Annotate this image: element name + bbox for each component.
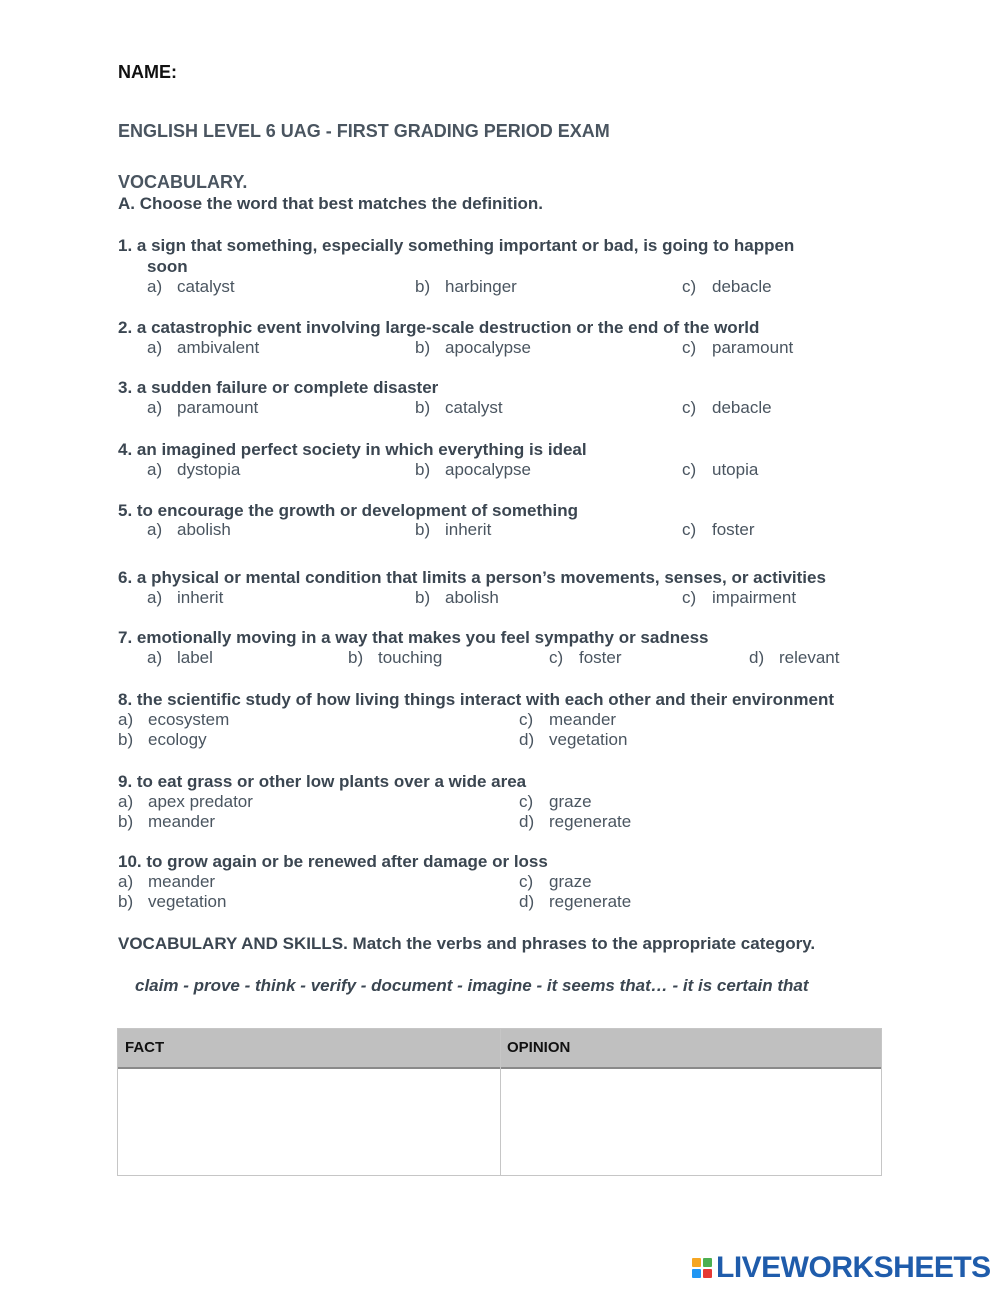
logo-block	[692, 1269, 701, 1278]
question-2-text: 2. a catastrophic event involving large-scale destruction or the end of the world	[118, 318, 760, 337]
question-2-option-a[interactable]: a) ambivalent	[147, 338, 260, 357]
question-4-text: 4. an imagined perfect society in which everything is ideal	[118, 440, 587, 459]
question-1-text: 1. a sign that something, especially something important or bad, is going to happen	[118, 236, 795, 255]
question-9-text: 9. to eat grass or other low plants over a wide area	[118, 772, 527, 791]
question-7-option-c[interactable]: c) foster	[549, 648, 622, 667]
logo-blocks-icon	[692, 1258, 712, 1278]
question-5-option-b[interactable]: b) inherit	[415, 520, 492, 539]
question-3-option-b[interactable]: b) catalyst	[415, 398, 503, 417]
question-8-text: 8. the scientific study of how living things interact with each other and their environment	[118, 690, 834, 709]
word-bank: claim - prove - think - verify - document - imagine - it seems that… - it is certain that	[135, 976, 809, 995]
question-6-option-c[interactable]: c) impairment	[682, 588, 797, 607]
question-10-option-b[interactable]: b) vegetation	[118, 892, 227, 911]
question-5-option-a[interactable]: a) abolish	[147, 520, 231, 539]
name-label: NAME:	[118, 62, 177, 82]
logo-block	[703, 1258, 712, 1267]
question-3-option-c[interactable]: c) debacle	[682, 398, 772, 417]
question-9-option-b[interactable]: b) meander	[118, 812, 216, 831]
question-6-text: 6. a physical or mental condition that limits a person’s movements, senses, or activities	[118, 568, 826, 587]
liveworksheets-logo	[692, 1252, 991, 1284]
question-10-option-a[interactable]: a) meander	[118, 872, 216, 891]
question-7-option-d[interactable]: d) relevant	[749, 648, 840, 667]
exam-title: ENGLISH LEVEL 6 UAG - FIRST GRADING PERIOD EXAM	[118, 121, 610, 141]
table-header-fact: FACT	[125, 1039, 165, 1056]
question-3-option-a[interactable]: a) paramount	[147, 398, 259, 417]
question-2-option-c[interactable]: c) paramount	[682, 338, 794, 357]
question-1-option-b[interactable]: b) harbinger	[415, 277, 517, 296]
fact-answer-cell[interactable]	[118, 1069, 499, 1175]
question-1-text-cont: soon	[147, 257, 188, 276]
question-7-option-a[interactable]: a) label	[147, 648, 213, 667]
opinion-answer-cell[interactable]	[501, 1069, 881, 1175]
question-9-option-a[interactable]: a) apex predator	[118, 792, 253, 811]
question-10-option-d[interactable]: d) regenerate	[519, 892, 632, 911]
question-1-option-a[interactable]: a) catalyst	[147, 277, 235, 296]
question-5-text: 5. to encourage the growth or development of something	[118, 501, 578, 520]
question-8-option-c[interactable]: c) meander	[519, 710, 617, 729]
question-10-text: 10. to grow again or be renewed after damage or loss	[118, 852, 548, 871]
question-4-option-c[interactable]: c) utopia	[682, 460, 759, 479]
question-5-option-c[interactable]: c) foster	[682, 520, 755, 539]
logo-block	[692, 1258, 701, 1267]
question-9-option-d[interactable]: d) regenerate	[519, 812, 632, 831]
logo-text: LIVEWORKSHEETS	[716, 1251, 991, 1284]
question-4-option-b[interactable]: b) apocalypse	[415, 460, 532, 479]
question-6-option-a[interactable]: a) inherit	[147, 588, 224, 607]
section-a-title: VOCABULARY.	[118, 172, 248, 192]
question-7-text: 7. emotionally moving in a way that makes you feel sympathy or sadness	[118, 628, 709, 647]
section-b-instruction: VOCABULARY AND SKILLS. Match the verbs and phrases to the appropriate category.	[118, 934, 816, 953]
question-8-option-b[interactable]: b) ecology	[118, 730, 207, 749]
question-8-option-a[interactable]: a) ecosystem	[118, 710, 230, 729]
section-a-instruction: A. Choose the word that best matches the definition.	[118, 194, 544, 213]
question-4-option-a[interactable]: a) dystopia	[147, 460, 241, 479]
question-10-option-c[interactable]: c) graze	[519, 872, 592, 891]
question-2-option-b[interactable]: b) apocalypse	[415, 338, 532, 357]
fact-opinion-table	[117, 1028, 882, 1176]
question-8-option-d[interactable]: d) vegetation	[519, 730, 628, 749]
question-9-option-c[interactable]: c) graze	[519, 792, 592, 811]
question-6-option-b[interactable]: b) abolish	[415, 588, 499, 607]
question-1-option-c[interactable]: c) debacle	[682, 277, 772, 296]
question-7-option-b[interactable]: b) touching	[348, 648, 443, 667]
logo-block	[703, 1269, 712, 1278]
table-header-opinion: OPINION	[507, 1039, 571, 1056]
question-3-text: 3. a sudden failure or complete disaster	[118, 378, 439, 397]
